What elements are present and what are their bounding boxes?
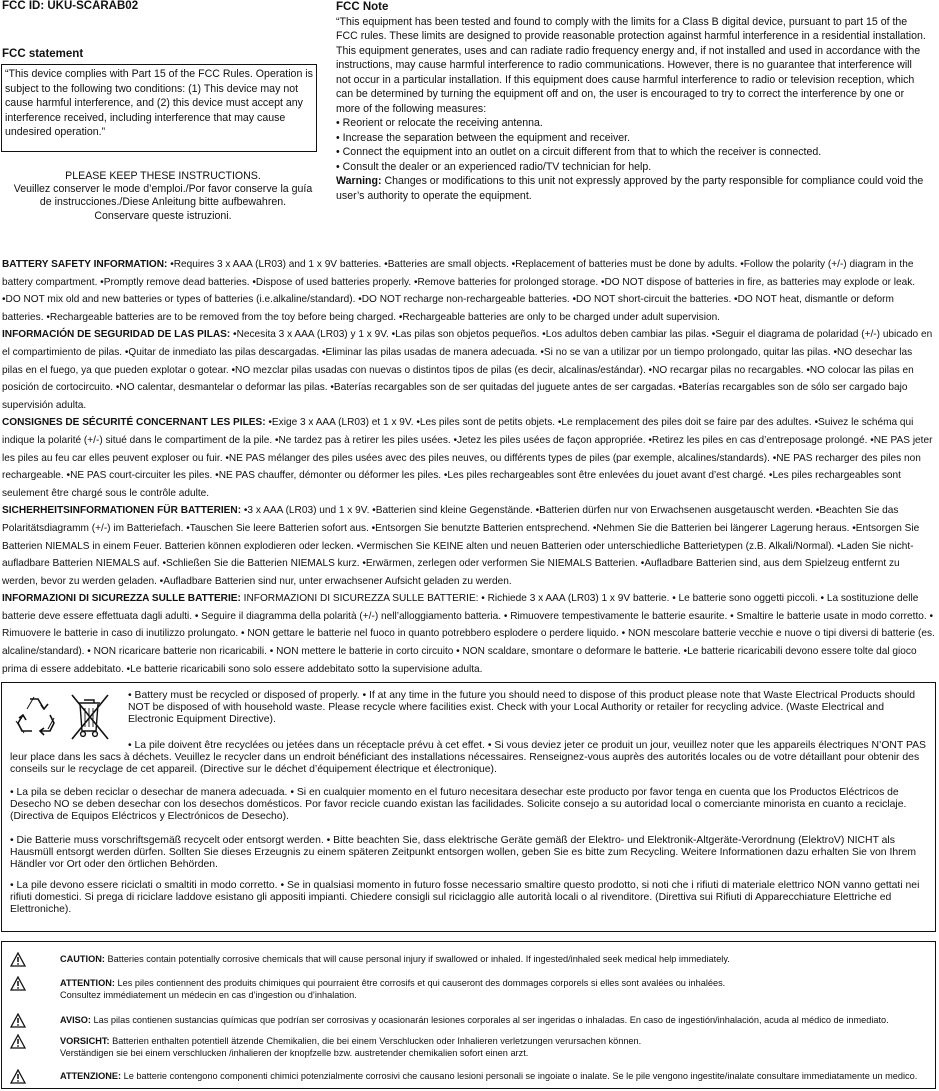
caution-body: Batterien enthalten potentiell ätzende Chemikalien, die bei einem Verschlucken oder Inhalieren verletzungen verursachen können. [109, 1036, 642, 1046]
caution-label: ATTENTION: [60, 978, 115, 988]
fcc-warning [336, 174, 926, 203]
caution-label: ATTENZIONE: [60, 1071, 122, 1081]
caution-label: CAUTION: [60, 954, 105, 964]
recycle-box [1, 682, 936, 932]
warning-triangle-icon [10, 1069, 26, 1084]
fcc-note-bullet: • Increase the separation between the equipment and receiver. [336, 131, 631, 144]
caution-body-line2: Consultez immédiatement un médecin en cas d’ingestion ou d’inhalation. [60, 989, 357, 1000]
battery-text: INFORMAZIONI DI SICUREZZA SULLE BATTERIE: • Richiede 3 x AAA (LR03) 1 x 9V batterie. • Le batterie sono oggetti piccoli. • La sostituzione delle batterie deve essere effettuata dagli adulti. • Seguire il diagramma della polarità (+/-) nell’alloggiamento batteria. • Rimuovere tempestivamente le batterie esaurite. • Smaltire le batterie usate in modo corretto. • Rimuovere le batterie in caso di inutilizzo prolungato. • NON gettare le batterie nel fuoco in quanto potrebbero esplodere o perdere liquido. • NON mescolare batterie vecchie e nuove o tipi diversi di batterie (es. alcaline/standard). • NON ricaricare batterie non ricaricabili. • NON mettere le batterie in corto circuito • NON scaldare, smontare o deformare le batterie. •Le batterie ricaricabili devono essere tolte dal gioco prima di essere addebitato. •Le batterie ricaricabili sono solo essere addebitato sotto la supervisione adulta. [2, 593, 935, 675]
fcc-note-title: FCC Note [336, 1, 389, 13]
caution-body-line2: Verständigen sie bei einem verschlucken /inhalieren der knopfzelle bzw. austretender chemikalien sofort einen arzt. [60, 1047, 529, 1058]
fcc-id: FCC ID: UKU-SCARAB02 [2, 0, 139, 12]
crossed-bin-icon [72, 695, 108, 739]
battery-paragraph-es [2, 326, 935, 414]
fcc-statement-text: “This device complies with Part 15 of the FCC Rules. Operation is subject to the following two conditions: (1) This device may not cause harmful interference, and (2) this device must accept any interference received, including interference that may cause undesired operation.” [5, 68, 313, 139]
battery-heading: INFORMAZIONI DI SICUREZZA SULLE BATTERIE: [2, 593, 241, 605]
fcc-warning-text: Changes or modifications to this unit not expressly approved by the party responsible for compliance could void the user’s authority to operate the equipment. [336, 175, 924, 202]
fcc-note-bullet: • Reorient or relocate the receiving antenna. [336, 117, 543, 129]
battery-paragraph-de [2, 502, 935, 590]
recycle-text-en: • Battery must be recycled or disposed of properly. • If at any time in the future you should need to dispose of this product please note that Waste Electrical Products should NOT be disposed of with household waste. Please recycle where facilities exist. Check with your Local Authority or retailer for recycling advice. (Waste Electrical and Electronic Equipment Directive). [128, 690, 915, 726]
fcc-statement-title: FCC statement [2, 48, 84, 60]
battery-text: •Necesita 3 x AAA (LR03) y 1 x 9V. •Las pilas son objetos pequeños. •Los adultos deben cambiar las pilas. •Seguir el diagrama de polaridad (+/-) ubicado en el compartimiento de pilas. •Quitar de inmediato las pilas descargadas. •Eliminar las pilas usadas de manera adecuada. •Si no se van a utilizar por un tiempo prolongado, quitar las pilas. •NO desechar las pilas en el fuego, ya que pueden explotar o gotear. •NO mezclar pilas usadas con nuevas o distintos tipos de pilas (es decir, alcalinas/estándar). •NO recargar pilas no recargables. •NO colocar las pilas en posición de cortocircuito. •NO calentar, desmantelar o deformar las pilas. •Baterías recargables son de ser quitadas del juguete antes de ser cargadas. •Baterías recargables son de sólo ser cargado bajo supervisión adulta. [2, 329, 933, 411]
fcc-note-bullet: • Connect the equipment into an outlet on a circuit different from that to which the receiver is connected. [336, 146, 822, 158]
fcc-note [336, 0, 926, 203]
fcc-note-text: “This equipment has been tested and found to comply with the limits for a Class B digital device, pursuant to part 15 of the FCC rules. These limits are designed to provide reasonable protection against harmful interference in a residential installation. This equipment generates, uses and can radiate radio frequency energy and, if not installed and used in accordance with the instructions, may cause harmful interference to radio communications. However, there is no guarantee that interference will not occur in a particular installation. If this equipment does cause harmful interference to radio or television reception, which can be determined by turning the equipment off and on, the user is encouraged to try to correct the interference by one or more of the following measures: [336, 15, 926, 115]
battery-text: •Exige 3 x AAA (LR03) et 1 x 9V. •Les piles sont de petits objets. •Le remplacement des piles doit se faire par des adultes. •Suivez le schéma qui indique la polarité (+/-) situé dans le compartiment de la pile. •Ne tardez pas à retirer les piles usées. •Jetez les piles usées de façon appropriée. •Retirez les piles en cas d’entreposage prolongé. •NE PAS jeter les piles au feu car elles peuvent exploser ou fuir. •NE PAS mélanger des piles usées avec des piles neuves, ou différents types de piles (par exemple, alcalines/standards). •NE PAS recharger des piles non rechargeable. •NE PAS court-circuiter les piles. •NE PAS chauffer, démonter ou déformer les piles. •Les piles rechargeables sont être enlevées du jouet avant d’est chargé. •Les piles rechargeables sont seulement être chargé sous le contrôle adulte. [2, 417, 933, 499]
keep-instructions [0, 170, 326, 223]
keep-line: Veuillez conserver le mode d’emploi./Por favor conserve la guía [13, 183, 313, 196]
battery-paragraph-en [2, 256, 935, 326]
battery-heading: BATTERY SAFETY INFORMATION: [2, 259, 168, 270]
keep-line: PLEASE KEEP THESE INSTRUCTIONS. [65, 170, 261, 182]
warning-triangle-icon [10, 952, 26, 967]
caution-box [1, 941, 936, 1089]
battery-paragraph-it [2, 590, 935, 678]
recycle-text-es: • La pila se deben reciclar o desechar de manera adecuada. • Si en cualquier momento en el futuro necesitara desechar este producto por favor tenga en cuenta que los Productos Eléctricos de Desecho NO se deben desechar con los desechos domésticos. Por favor recicle cuando existan las facilidades. Solicite consejo a su autoridad local o comerciante minorista en cuanto a reciclaje. (Directiva de Equipos Eléctricos y Electrónicos de Desecho). [10, 787, 907, 823]
battery-heading: SICHERHEITSINFORMATIONEN FÜR BATTERIEN: [2, 505, 242, 517]
battery-heading: CONSIGNES DE SÉCURITÉ CONCERNANT LES PILES: [2, 417, 266, 429]
battery-heading: INFORMACIÓN DE SEGURIDAD DE LAS PILAS: [2, 329, 231, 341]
caution-body: Batteries contain potentially corrosive chemicals that will cause personal injury if swallowed or inhaled. If ingested/inhaled seek medical help immediately. [104, 954, 730, 964]
keep-line: de instrucciones./Diese Anleitung bitte aufbewahren. [39, 196, 287, 209]
recycle-text-de: • Die Batterie muss vorschriftsgemäß recycelt oder entsorgt werden. • Bitte beachten Sie, dass elektrische Geräte gemäß der Elektro- und Elektronik-Altgeräte-Verordnung (ElektroV) NICHT als Hausmüll entsorgt werden dürfen. Sollten Sie dieses Erzeugnis zu einem späteren Zeitpunkt entsorgen wollen, geben Sie es bitte zum Recycling. Weitere Informationen dazu erhalten Sie von Ihrem Händler vor Ort oder den örtlichen Behörden. [10, 835, 917, 871]
fcc-warning-label: Warning: [336, 175, 382, 187]
keep-line: Conservare queste istruzioni. [94, 209, 232, 222]
battery-text: •Requires 3 x AAA (LR03) and 1 x 9V batteries. •Batteries are small objects. •Replacement of batteries must be done by adults. •Follow the polarity (+/-) diagram in the battery compartment. •Promptly remove dead batteries. •Dispose of used batteries properly. •Remove batteries for prolonged storage. •DO NOT dispose of batteries in fire, as batteries may explode or leak. •DO NOT mix old and new batteries or types of batteries (i.e.alkaline/standard). •DO NOT recharge non-rechargeable batteries. •DO NOT short-circuit the batteries. •DO NOT heat, dismantle or deform batteries. •Rechargeable batteries are to be removed from the toy before being charged. •Rechargeable batteries are only to be charged under adult supervision. [2, 259, 916, 323]
recycle-text-it: • La pile devono essere riciclati o smaltiti in modo corretto. • Se in qualsiasi momento in futuro fosse necessario smaltire questo prodotto, si noti che i rifiuti di materiale elettrico NON vanno gettati nei rifiuti domestici. Si prega di riciclare laddove esistano gli appositi impianti. Chiedere consigli sul riciclaggio alle autorità locali o al rivenditore. (Direttiva sui Rifiuti di Apparecchiature Elettriche ed Elettroniche). [10, 880, 920, 916]
caution-text [60, 1015, 920, 1027]
caution-body: Le batterie contengono componenti chimici potenzialmente corrosivi che causano lesioni personali se ingoiate o inalate. Se le pile vengono ingestite/inalate consultare immediatamente un medico. [121, 1071, 918, 1081]
caution-body: Las pilas contienen sustancias químicas que podrían ser corrosivas y ocasionarán lesiones corporales al ser ingeridas o inhaladas. En caso de ingestión/inhalación, acuda al médico de inmediato. [90, 1015, 889, 1025]
battery-safety [2, 256, 935, 678]
recycle-icon [16, 697, 54, 735]
caution-label: VORSICHT: [60, 1036, 110, 1046]
warning-triangle-icon [10, 1034, 26, 1049]
fcc-statement-box [1, 64, 317, 152]
battery-text: •3 x AAA (LR03) und 1 x 9V. •Batterien sind kleine Gegenstände. •Batterien dürfen nur von Erwachsenen ausgetauscht werden. •Beachten Sie das Polaritätsdiagramm (+/-) im Batteriefach. •Tauschen Sie leere Batterien sofort aus. •Entsorgen Sie benutzte Batterien entsprechend. •Nehmen Sie die Batterien bei längerer Lagerung heraus. •Entsorgen Sie Batterien NIEMALS in einem Feuer. Batterien können explodieren oder lecken. •Vermischen Sie KEINE alten und neuen Batterien oder unterschiedliche Batterietypen (z.B. Alkali/Normal). •Laden Sie nicht-aufladbare Batterien NIEMALS auf. •Schließen Sie die Batterien NIEMALS kurz. •Erwärmen, zerlegen oder verformen Sie NIEMALS Batterien. •Aufladbare Batterien sind, aus dem Spielzeug entfernt zu werden, bevor zu werden geladen. •Aufladbare Batterien sind nur, unter erwachsener Aufsicht geladen zu werden. [2, 505, 920, 587]
caution-text [60, 1036, 920, 1059]
caution-label: AVISO: [60, 1015, 91, 1025]
caution-body: Les piles contiennent des produits chimiques qui pourraient être corrosifs et qui causeront des dommages corporels si elles sont avalées ou inhalées. [114, 978, 726, 988]
recycle-text-fr: • La pile doivent être recyclées ou jetées dans un réceptacle prévu à cet effet. • Si vous deviez jeter ce produit un jour, veuillez noter que les appareils électriques N’ONT PAS leur place dans les sacs à déchets. Veuillez le recycler dans un endroit bénéficiant des installations nécessaires. Renseignez-vous auprès des autorités locales ou de votre détaillant pour obtenir des conseils sur le recyclage de cet appareil. (Directive sur le déchet d’équipement électrique et électronique). [10, 740, 926, 776]
caution-text [60, 1071, 920, 1083]
warning-triangle-icon [10, 976, 26, 991]
recycle-icons [10, 691, 122, 741]
fcc-note-bullet: • Consult the dealer or an experienced radio/TV technician for help. [336, 160, 652, 173]
caution-text [60, 954, 920, 966]
warning-triangle-icon [10, 1013, 26, 1028]
caution-text [60, 978, 920, 1001]
battery-paragraph-fr [2, 414, 935, 502]
